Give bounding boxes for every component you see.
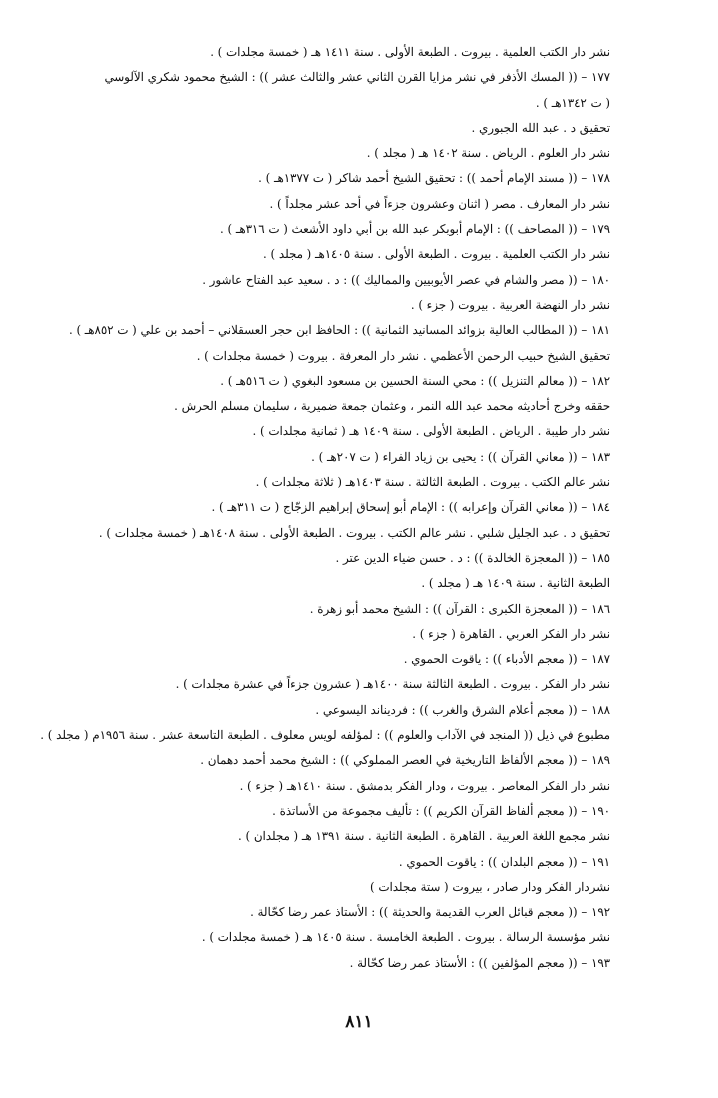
text-line: ١٨٨ – (( معجم أعلام الشرق والغرب )) : فرديناند اليسوعي . bbox=[315, 702, 610, 717]
text-line: ١٩٠ – (( معجم ألفاظ القرآن الكريم )) : تأليف مجموعة من الأساتذة . bbox=[272, 803, 610, 818]
text-line: نشر دار الفكر . بيروت . الطبعة الثالثة سنة ١٤٠٠هـ ( عشرون جزءاً في عشرة مجلدات ) . bbox=[175, 677, 610, 692]
text-line: نشر مؤسسة الرسالة . بيروت . الطبعة الخامسة . سنة ١٤٠٥ هـ ( خمسة مجلدات ) . bbox=[201, 930, 610, 945]
text-line: نشر دار الكتب العلمية . بيروت . الطبعة الأولى . سنة ١٤١١ هـ ( خمسة مجلدات ) . bbox=[210, 45, 610, 59]
text-line: تحقيق د . عبد الجليل شلبي . نشر عالم الكتب . بيروت . الطبعة الأولى . سنة ١٤٠٨هـ ( خمسة مجلدات ) . bbox=[98, 525, 610, 540]
text-line: ١٨٤ – (( معاني القرآن وإعرابه )) : الإمام أبو إسحاق إبراهيم الزجّاج ( ت ٣١١هـ ) . bbox=[211, 500, 610, 515]
text-line: حققه وخرج أحاديثه محمد عبد الله النمر ، وعثمان جمعة ضميرية ، سليمان مسلم الحرش . bbox=[174, 399, 610, 414]
text-line: ١٨٥ – (( المعجزة الخالدة )) : د . حسن ضياء الدين عتر . bbox=[335, 550, 610, 565]
text-line: نشردار الفكر ودار صادر ، بيروت ( ستة مجلدات ) bbox=[370, 879, 610, 894]
text-line: ١٧٩ – (( المصاحف )) : الإمام أبوبكر عبد الله بن أبي داود الأشعث ( ت ٣١٦هـ ) . bbox=[220, 222, 610, 237]
text-line: ( ت ١٣٤٢هـ ) . bbox=[535, 95, 610, 110]
bibliography-list bbox=[40, 40, 610, 976]
text-line: ١٨١ – (( المطالب العالية بزوائد المسانيد الثمانية )) : الحافظ ابن حجر العسقلاني – أحمد بن علي ( ت ٨٥٢هـ ) . bbox=[68, 323, 610, 338]
text-line: مطبوع في ذيل (( المنجد في الآداب والعلوم )) : لمؤلفه لويس معلوف . الطبعة التاسعة عشر . سنة ١٩٥٦م ( مجلد ) . bbox=[40, 728, 610, 743]
text-line: نشر دار العلوم . الرياض . سنة ١٤٠٢ هـ ( مجلد ) . bbox=[366, 146, 610, 161]
page-number: ٨١١ bbox=[345, 1012, 373, 1032]
text-line: ١٨٦ – (( المعجزة الكبرى : القرآن )) : الشيخ محمد أبو زهرة . bbox=[309, 601, 610, 616]
text-line: ١٧٨ – (( مسند الإمام أحمد )) : تحقيق الشيخ أحمد شاكر ( ت ١٣٧٧هـ ) . bbox=[258, 171, 610, 186]
text-line: نشر دار طيبة . الرياض . الطبعة الأولى . سنة ١٤٠٩ هـ ( ثمانية مجلدات ) . bbox=[252, 424, 610, 439]
text-line: تحقيق د . عبد الله الجبوري . bbox=[471, 120, 610, 135]
text-line: الطبعة الثانية . سنة ١٤٠٩ هـ ( مجلد ) . bbox=[421, 576, 610, 591]
text-line: ١٨٩ – (( معجم الألفاظ التاريخية في العصر المملوكي )) : الشيخ محمد أحمد دهمان . bbox=[200, 753, 610, 768]
text-line: ١٩٣ – (( معجم المؤلفين )) : الأستاذ عمر رضا كحّالة . bbox=[349, 955, 610, 970]
text-line: نشر دار النهضة العربية . بيروت ( جزء ) . bbox=[410, 297, 610, 312]
text-line: نشر عالم الكتب . بيروت . الطبعة الثالثة . سنة ١٤٠٣هـ ( ثلاثة مجلدات ) . bbox=[255, 475, 610, 490]
text-line: ١٩٢ – (( معجم قبائل العرب القديمة والحديثة )) : الأستاذ عمر رضا كحّالة . bbox=[250, 905, 610, 920]
text-line: نشر دار الفكر المعاصر . بيروت ، ودار الفكر بدمشق . سنة ١٤١٠هـ ( جزء ) . bbox=[239, 778, 610, 793]
text-line: نشر دار الكتب العلمية . بيروت . الطبعة الأولى . سنة ١٤٠٥هـ ( مجلد ) . bbox=[263, 247, 610, 262]
text-line: نشر دار الفكر العربي . القاهرة ( جزء ) . bbox=[412, 626, 610, 641]
text-line: ١٨٢ – (( معالم التنزيل )) : محي السنة الحسين بن مسعود البغوي ( ت ٥١٦هـ ) . bbox=[220, 373, 610, 388]
text-line: نشر مجمع اللغة العربية . القاهرة . الطبعة الثانية . سنة ١٣٩١ هـ ( مجلدان ) . bbox=[237, 829, 610, 844]
text-line: تحقيق الشيخ حبيب الرحمن الأعظمي . نشر دار المعرفة . بيروت ( خمسة مجلدات ) . bbox=[196, 348, 610, 363]
text-line: نشر دار المعارف . مصر ( اثنان وعشرون جزءاً في أحد عشر مجلداً ) . bbox=[269, 196, 610, 211]
text-line: ١٨٣ – (( معاني القرآن )) : يحيى بن زياد الفراء ( ت ٢٠٧هـ ) . bbox=[311, 449, 610, 464]
text-line: ١٧٧ – (( المسك الأذفر في نشر مزايا القرن الثاني عشر والثالث عشر )) : الشيخ محمود شكري الآلوسي bbox=[104, 70, 610, 85]
text-line: ١٨٠ – (( مصر والشام في عصر الأيوبيين والمماليك )) : د . سعيد عبد الفتاح عاشور . bbox=[202, 272, 610, 287]
text-line: ١٨٧ – (( معجم الأدباء )) : ياقوت الحموي . bbox=[403, 652, 610, 667]
text-line: ١٩١ – (( معجم البلدان )) : ياقوت الحموي . bbox=[398, 854, 610, 869]
